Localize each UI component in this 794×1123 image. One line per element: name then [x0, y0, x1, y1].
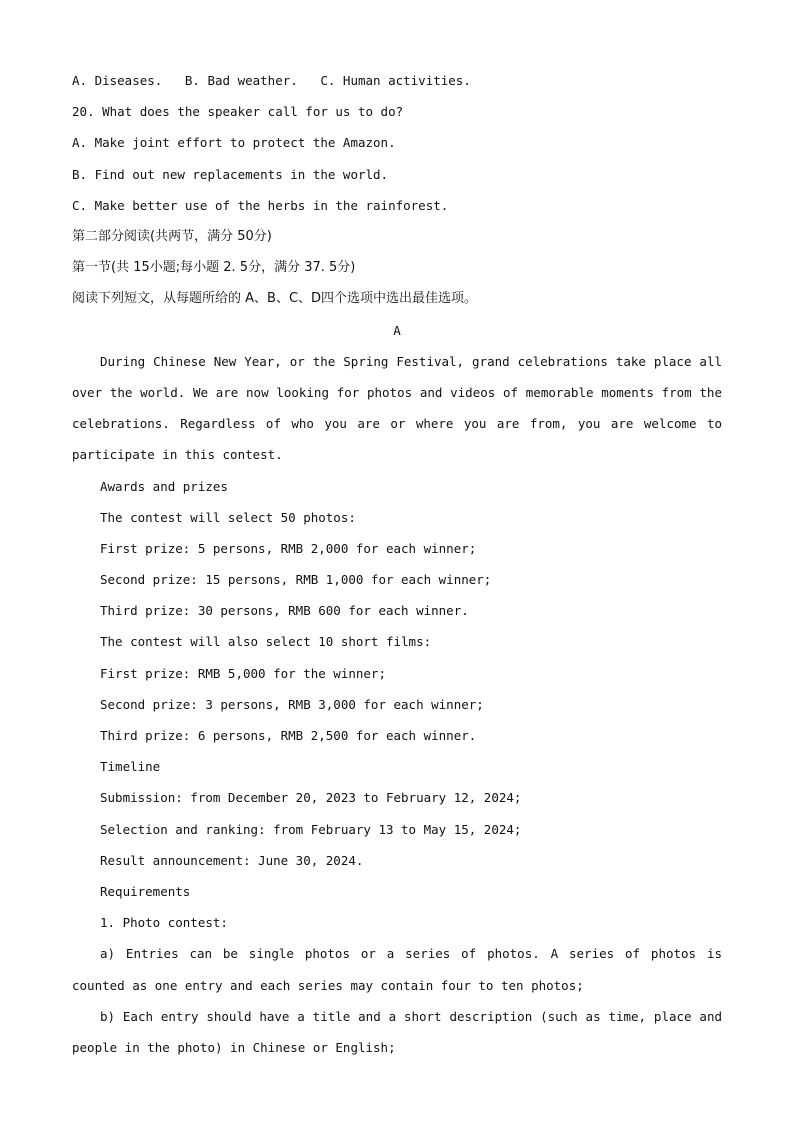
reading-instructions: 阅读下列短文，从每题所给的 A、B、C、D四个选项中选出最佳选项。 — [72, 291, 478, 307]
intro-paragraph: During Chinese New Year, or the Spring Festival, grand celebrations take place all over the world. We are now looking for photos and videos of memorable moments from the celebrations. Regardless of who you are or where you are from, you are welcome to participate in this contest. — [72, 353, 722, 463]
photo-contest-heading: 1. Photo contest: — [100, 915, 228, 931]
photo-first-prize: First prize: 5 persons, RMB 2,000 for each winner; — [100, 540, 477, 556]
requirement-a: a) Entries can be single photos or a series of photos. A series of photos is counted as one entry and each series may contain four to ten photos; — [72, 946, 722, 993]
photo-third-prize: Third prize: 30 persons, RMB 600 for each winner. — [100, 603, 469, 619]
section-one-heading: 第一节(共 15小题;每小题 2. 5分，满分 37. 5分) — [72, 260, 356, 276]
question-20: 20. What does the speaker call for us to do? — [72, 104, 404, 120]
film-third-prize: Third prize: 6 persons, RMB 2,500 for each winner. — [100, 728, 477, 743]
document-page — [72, 65, 722, 1063]
question-20-option-c: C. Make better use of the herbs in the rainforest. — [72, 197, 449, 213]
film-first-prize: First prize: RMB 5,000 for the winner; — [100, 665, 386, 681]
question-19-options: A. Diseases. B. Bad weather. C. Human activities. — [72, 73, 471, 88]
photos-intro: The contest will select 50 photos: — [100, 509, 356, 525]
result-date: Result announcement: June 30, 2024. — [100, 852, 364, 868]
selection-dates: Selection and ranking: from February 13 to May 15, 2024; — [100, 821, 522, 837]
requirement-b: b) Each entry should have a title and a short description (such as time, place and people in the photo) in Chinese or English; — [72, 1008, 722, 1055]
films-intro: The contest will also select 10 short films: — [100, 634, 432, 650]
passage-label: A — [393, 322, 401, 338]
question-20-option-b: B. Find out new replacements in the world. — [72, 166, 389, 182]
timeline-heading: Timeline — [100, 759, 161, 775]
photo-second-prize: Second prize: 15 persons, RMB 1,000 for each winner; — [100, 572, 492, 588]
part-two-heading: 第二部分阅读(共两节，满分 50分) — [72, 228, 272, 244]
question-20-option-a: A. Make joint effort to protect the Amazon. — [72, 135, 396, 151]
submission-dates: Submission: from December 20, 2023 to February 12, 2024; — [100, 790, 522, 806]
awards-heading: Awards and prizes — [100, 478, 228, 494]
requirements-heading: Requirements — [100, 883, 191, 899]
film-second-prize: Second prize: 3 persons, RMB 3,000 for each winner; — [100, 696, 484, 712]
